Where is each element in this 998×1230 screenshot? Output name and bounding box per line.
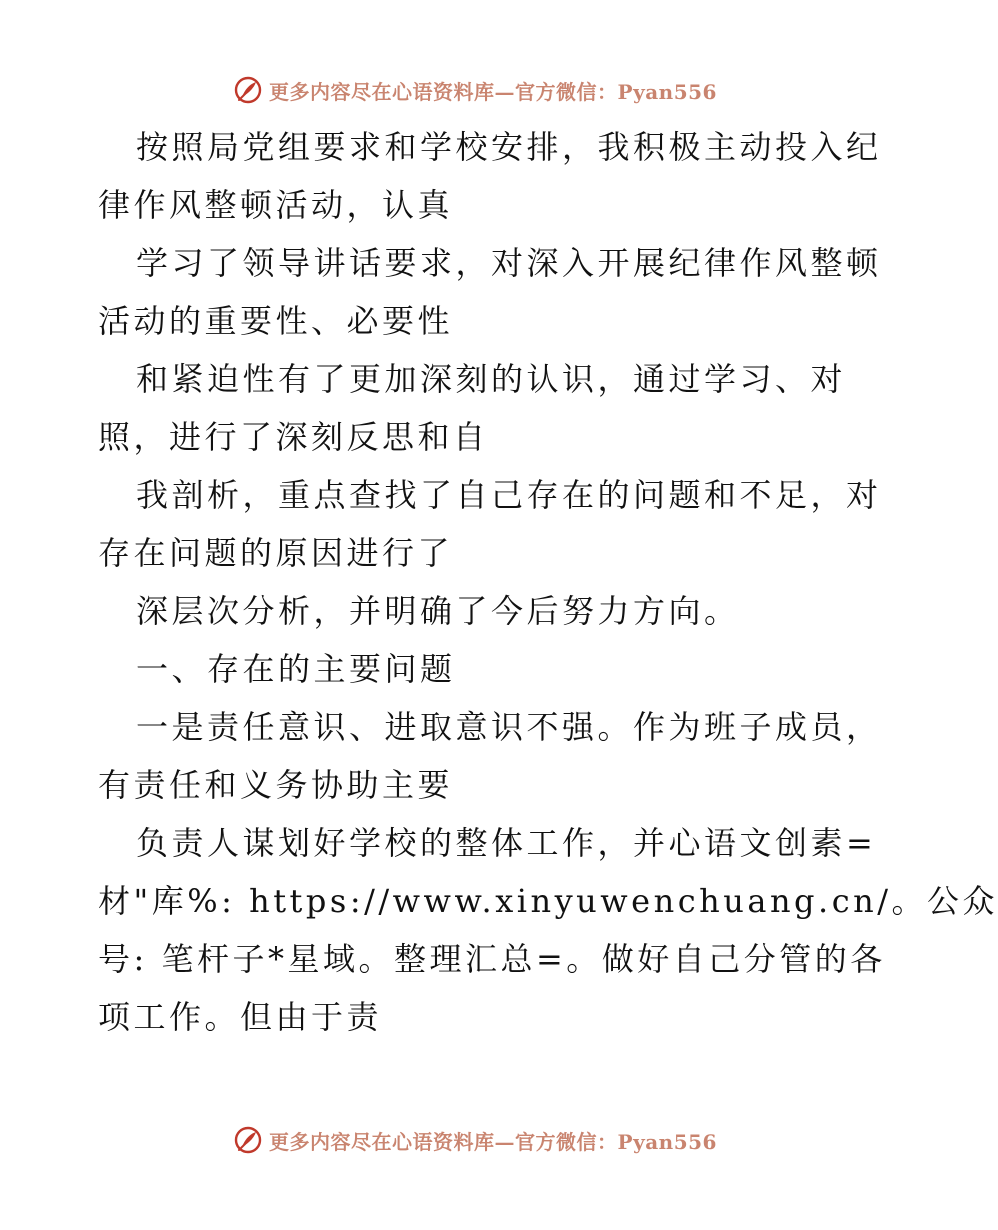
text-line: 材"库%: https://www.xinyuwenchuang.cn/。公众: [98, 882, 998, 920]
footer-banner-text: 更多内容尽在心语资料库—官方微信：Pyan556: [269, 1129, 717, 1154]
text-line: 负责人谋划好学校的整体工作，并心语文创素=: [136, 824, 877, 862]
text-line: 照，进行了深刻反思和自: [98, 418, 489, 456]
text-line: 项工作。但由于责: [98, 998, 383, 1036]
header-banner-text: 更多内容尽在心语资料库—官方微信：Pyan556: [269, 79, 717, 104]
text-line: 学习了领导讲话要求，对深入开展纪律作风整顿: [136, 244, 882, 282]
document-body: [98, 118, 998, 1046]
text-line: 深层次分析，并明确了今后努力方向。: [136, 592, 740, 630]
text-line: 号: 笔杆子*星域。整理汇总=。做好自己分管的各: [98, 940, 886, 978]
text-line: 一、存在的主要问题: [136, 650, 456, 688]
text-line: 律作风整顿活动，认真: [98, 186, 454, 224]
footer-banner: [0, 1120, 950, 1160]
text-line: 我剖析，重点查找了自己存在的问题和不足，对: [136, 476, 882, 514]
header-banner: [0, 70, 950, 110]
text-line: 和紧迫性有了更加深刻的认识，通过学习、对: [136, 360, 847, 398]
feather-circle-icon: [233, 75, 263, 105]
text-line: 一是责任意识、进取意识不强。作为班子成员，: [136, 708, 882, 746]
text-line: 按照局党组要求和学校安排，我积极主动投入纪: [136, 128, 882, 166]
text-line: 有责任和义务协助主要: [98, 766, 454, 804]
feather-circle-icon: [233, 1125, 263, 1155]
text-line: 存在问题的原因进行了: [98, 534, 454, 572]
text-line: 活动的重要性、必要性: [98, 302, 454, 340]
